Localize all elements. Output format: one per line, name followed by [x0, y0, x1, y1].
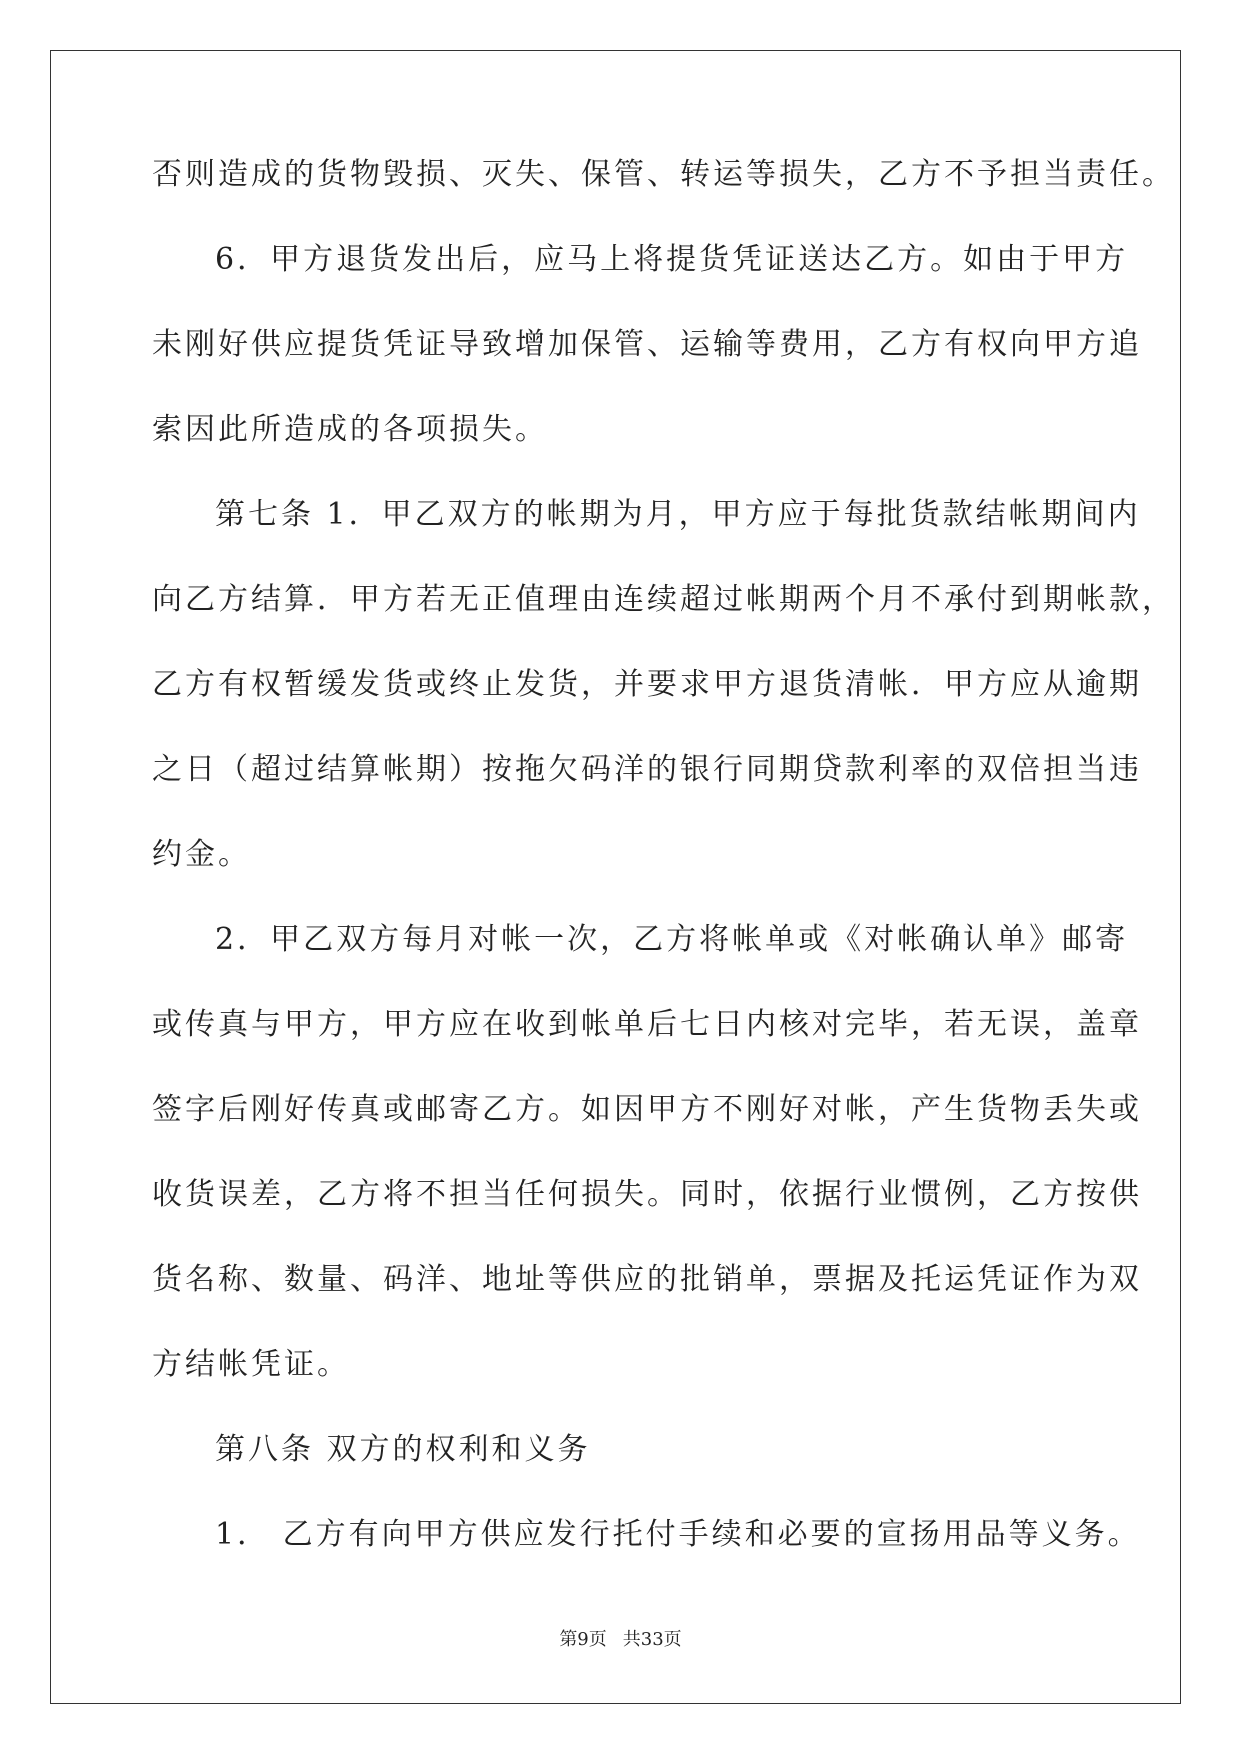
page-number: 第9页: [559, 1629, 607, 1650]
text-line: 否则造成的货物毁损、灭失、保管、转运等损失，乙方不予担当责任。: [152, 157, 1175, 192]
text-line: 乙方有权暂缓发货或终止发货，并要求甲方退货清帐．甲方应从逾期: [152, 667, 1142, 702]
text-line: 约金。: [152, 837, 251, 872]
text-line: 货名称、数量、码洋、地址等供应的批销单，票据及托运凭证作为双: [152, 1262, 1142, 1297]
text-line: 未刚好供应提货凭证导致增加保管、运输等费用，乙方有权向甲方追: [152, 327, 1142, 362]
text-line: 索因此所造成的各项损失。: [152, 412, 548, 447]
document-body: [152, 157, 1175, 1605]
text-line: 或传真与甲方，甲方应在收到帐单后七日内核对完毕，若无误，盖章: [152, 1007, 1142, 1042]
text-line: 向乙方结算．甲方若无正值理由连续超过帐期两个月不承付到期帐款，: [152, 582, 1175, 617]
text-line: 之日（超过结算帐期）按拖欠码洋的银行同期贷款利率的双倍担当违: [152, 752, 1142, 787]
text-line: 1． 乙方有向甲方供应发行托付手续和必要的宣扬用品等义务。: [215, 1517, 1141, 1552]
total-pages: 共33页: [622, 1629, 682, 1650]
text-line: 方结帐凭证。: [152, 1347, 350, 1382]
page-footer: [0, 1625, 1241, 1651]
text-line: 签字后刚好传真或邮寄乙方。如因甲方不刚好对帐，产生货物丢失或: [152, 1092, 1142, 1127]
text-line: 2．甲乙双方每月对帐一次，乙方将帐单或《对帐确认单》邮寄: [215, 922, 1129, 957]
text-line: 收货误差，乙方将不担当任何损失。同时，依据行业惯例，乙方按供: [152, 1177, 1142, 1212]
text-line: 第七条 1．甲乙双方的帐期为月，甲方应于每批货款结帐期间内: [215, 497, 1141, 532]
text-line: 6．甲方退货发出后，应马上将提货凭证送达乙方。如由于甲方: [215, 242, 1129, 277]
text-line: 第八条 双方的权利和义务: [215, 1432, 591, 1467]
